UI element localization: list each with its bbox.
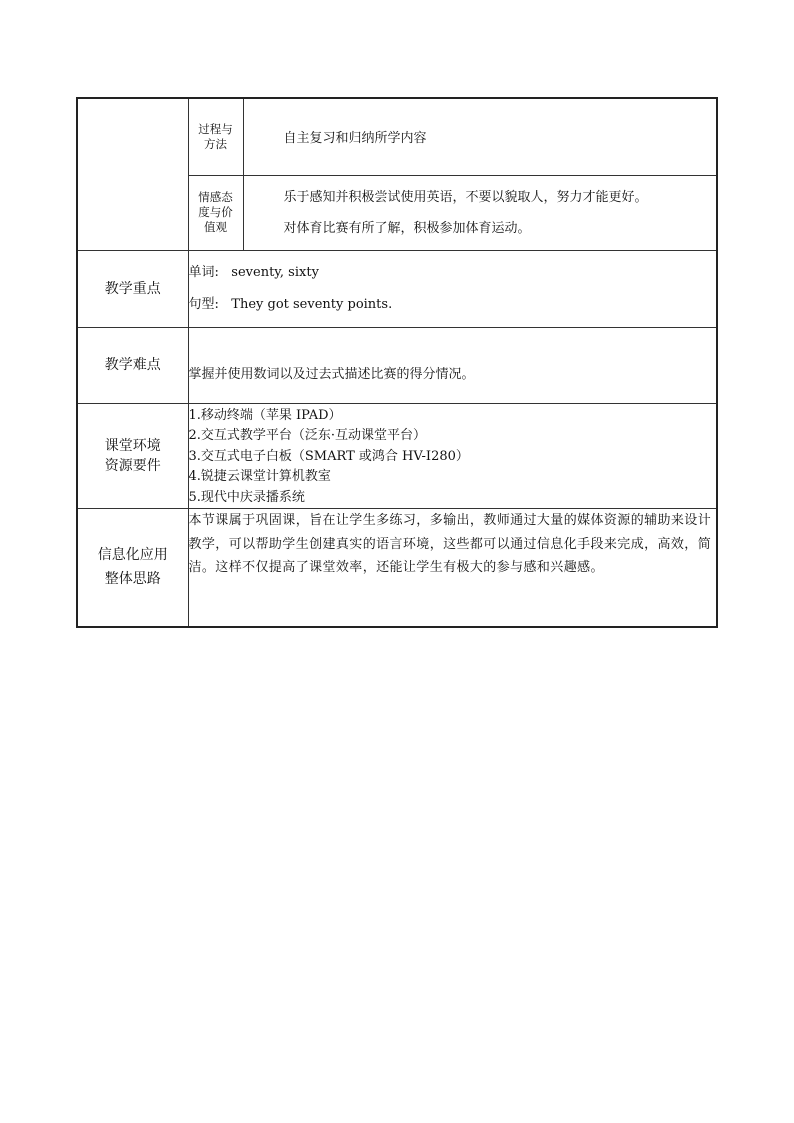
objectives-left-cell bbox=[77, 98, 188, 250]
it-application-row bbox=[77, 509, 717, 627]
emotion-line-2: 对体育比赛有所了解，积极参加体育运动。 bbox=[283, 220, 531, 236]
environment-label: 课堂环境资源要件 bbox=[104, 437, 161, 474]
it-application-label: 信息化应用整体思路 bbox=[97, 547, 168, 588]
key-sentence-label: 句型: bbox=[188, 296, 219, 312]
environment-item-3: 3.交互式电子白板（SMART 或鸿合 HV-I280） bbox=[188, 448, 469, 464]
environment-item-1: 1.移动终端（苹果 IPAD） bbox=[188, 407, 342, 423]
key-words-label: 单词: bbox=[188, 264, 219, 280]
it-application-content: 本节课属于巩固课，旨在让学生多练习，多输出，教师通过大量的媒体资源的辅助来设计教学，可以帮助学生创建真实的语言环境，这些都可以通过信息化手段来完成，高效，简洁。这样不仅提高了课堂效率，还能让学生有极大的参与感和兴趣感。 bbox=[188, 509, 717, 627]
key-sentence-line bbox=[189, 289, 717, 321]
key-points-label: 教学重点 bbox=[77, 250, 188, 327]
process-content: 自主复习和归纳所学内容 bbox=[283, 131, 427, 147]
process-content-cell bbox=[243, 98, 717, 175]
emotion-content-cell bbox=[243, 175, 717, 250]
difficulties-content: 掌握并使用数词以及过去式描述比赛的得分情况。 bbox=[188, 366, 475, 382]
key-points-content-cell bbox=[188, 250, 717, 327]
environment-item-5: 5.现代中庆录播系统 bbox=[188, 489, 305, 505]
environment-content-cell bbox=[188, 403, 717, 509]
emotion-label-cell bbox=[188, 175, 243, 250]
process-row bbox=[77, 98, 717, 175]
difficulties-label: 教学难点 bbox=[77, 327, 188, 403]
key-sentence: They got seventy points. bbox=[231, 296, 393, 312]
emotion-label: 情感态度与价值观 bbox=[198, 190, 233, 234]
lesson-plan-table bbox=[76, 97, 718, 628]
emotion-line-1: 乐于感知并积极尝试使用英语，不要以貌取人，努力才能更好。 bbox=[283, 189, 648, 205]
environment-item-2: 2.交互式教学平台（泛东·互动课堂平台） bbox=[188, 428, 427, 443]
key-words-line bbox=[189, 257, 717, 289]
environment-label-cell bbox=[77, 403, 188, 509]
environment-item-4: 4.锐捷云课堂计算机教室 bbox=[188, 469, 331, 484]
key-words: seventy, sixty bbox=[231, 264, 319, 280]
difficulties-row bbox=[77, 327, 717, 403]
key-points-row bbox=[77, 250, 717, 327]
difficulties-content-cell bbox=[188, 327, 717, 403]
environment-row bbox=[77, 403, 717, 509]
it-application-label-cell bbox=[77, 509, 188, 627]
process-label-cell bbox=[188, 98, 243, 175]
process-label: 过程与方法 bbox=[198, 121, 233, 151]
